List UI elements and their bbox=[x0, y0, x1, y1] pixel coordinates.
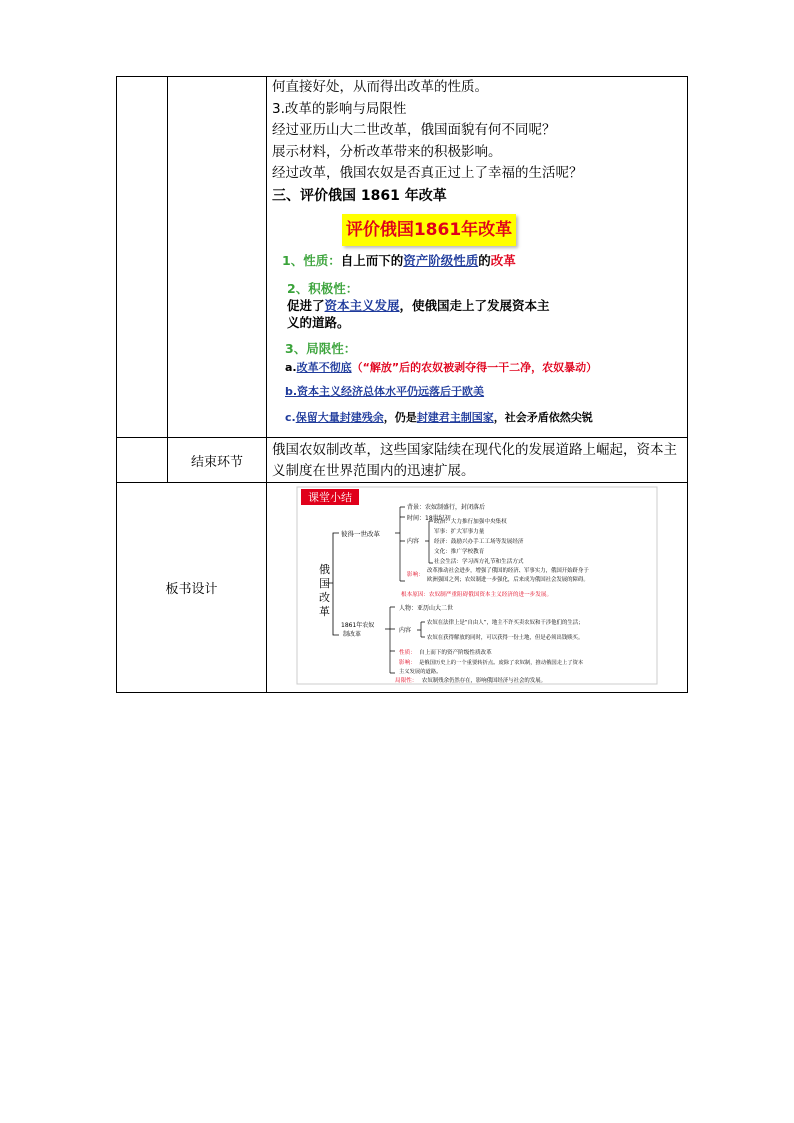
limit-c bbox=[285, 409, 593, 426]
slide-banner: 评价俄国1861年改革 bbox=[342, 214, 516, 246]
limit-text: ，社会矛盾依然尖锐 bbox=[493, 411, 593, 424]
point-label: 性质： bbox=[303, 253, 341, 268]
board-label: 板书设计 bbox=[117, 483, 267, 693]
root-cause: 根本原因：农奴制严重阻碍俄国资本主义经济的进一步发展。 bbox=[401, 592, 553, 598]
content2-item: 农奴在获得解放的同时，可以获得一份土地，但是必须出钱赎买。 bbox=[427, 635, 584, 641]
ending-label: 结束环节 bbox=[168, 438, 267, 483]
board-diagram bbox=[267, 483, 687, 692]
limit-prefix: a. bbox=[285, 361, 297, 374]
impact1-text: 改革推动社会进步，增强了俄国的经济、军事实力，俄国开始跻身于 bbox=[427, 568, 589, 574]
point-text: 的 bbox=[478, 253, 491, 268]
point-positive-line: 义的道路。 bbox=[287, 315, 350, 330]
limit-keyword: 改革不彻底 bbox=[296, 361, 352, 374]
person-text: 人物：亚历山大二世 bbox=[399, 605, 454, 612]
empty-cell bbox=[168, 77, 267, 438]
time-text: 时间：18世纪初 bbox=[407, 515, 451, 522]
point-positive-head: 2、积极性： bbox=[287, 281, 359, 296]
point-keyword: 改革 bbox=[490, 253, 516, 268]
root-char: 国 bbox=[319, 577, 330, 590]
lesson-content-cell bbox=[267, 77, 688, 438]
nature-label: 性质： bbox=[399, 650, 416, 656]
content-item: 文化：推广学校教育 bbox=[434, 549, 485, 555]
point-text: ，使俄国走上了发展资本主 bbox=[399, 298, 550, 313]
point-text: 促进了 bbox=[287, 298, 325, 313]
content-label: 内容 bbox=[407, 538, 420, 545]
branch2-label: 制改革 bbox=[343, 631, 362, 638]
text-line: 何直接好处，从而得出改革的性质。 bbox=[272, 79, 488, 95]
empty-cell bbox=[117, 77, 168, 438]
point-positive-line bbox=[287, 297, 550, 314]
board-cell bbox=[267, 483, 688, 693]
bg-text: 背景：农奴制盛行，封闭落后 bbox=[407, 504, 486, 511]
branch1-label: 彼得一世改革 bbox=[341, 530, 380, 538]
ending-cell bbox=[267, 438, 688, 483]
content2-item: 农奴在法律上是“自由人”，地主不许买卖农奴和干涉他们的生活； bbox=[427, 620, 584, 626]
nature-text: 自上而下的资产阶级性质改革 bbox=[419, 650, 492, 656]
limit-keyword: 保留大量封建残余 bbox=[295, 411, 384, 424]
impact1-label: 影响： bbox=[407, 572, 424, 578]
root-char: 革 bbox=[319, 605, 330, 618]
limit-text: 农奴制残余仍然存在，影响俄国经济与社会的发展。 bbox=[422, 678, 546, 684]
impact2-text: 主义发展的道路。 bbox=[399, 669, 442, 675]
root-char: 改 bbox=[319, 591, 330, 604]
text-line: 展示材料，分析改革带来的积极影响。 bbox=[272, 143, 502, 160]
point-text: 自上而下的 bbox=[340, 253, 404, 268]
point-keyword: 资产阶级性质 bbox=[403, 253, 479, 268]
limit-keyword: 封建君主制国家 bbox=[416, 411, 494, 424]
point-nature bbox=[282, 252, 516, 269]
slide-image bbox=[267, 207, 687, 437]
text-line: 经过亚历山大二世改革，俄国面貌有何不同呢？ bbox=[272, 122, 556, 138]
text-line: 经过改革，俄国农奴是否真正过上了幸福的生活呢？ bbox=[272, 165, 583, 181]
content-item: 经济：鼓励兴办手工工场等发展经济 bbox=[434, 539, 524, 545]
ending-text: 俄国农奴制改革，这些国家陆续在现代化的发展道路上崛起，资本主义制度在世界范围内的迅速扩展。 bbox=[272, 442, 677, 479]
limit-b: b.资本主义经济总体水平仍远落后于欧美 bbox=[285, 385, 485, 398]
content-item: 政治：大力推行加强中央集权 bbox=[434, 519, 507, 525]
limit-label: 局限性： bbox=[395, 678, 418, 684]
content-item: 社会生活：学习西方礼节和生活方式 bbox=[434, 559, 524, 565]
impact1-text: 欧洲强国之列；农奴制进一步强化，后来成为俄国社会发展的障碍。 bbox=[427, 577, 589, 583]
empty-cell bbox=[117, 438, 168, 483]
content-item: 军事：扩大军事力量 bbox=[434, 529, 485, 535]
point-limit-head: 3、局限性： bbox=[285, 341, 357, 356]
text-line: 3.改革的影响与局限性 bbox=[272, 100, 407, 117]
badge-text: 课堂小结 bbox=[308, 491, 352, 504]
point-number: 1、 bbox=[282, 253, 304, 268]
point-keyword: 资本主义发展 bbox=[324, 298, 400, 313]
impact2-label: 影响： bbox=[399, 660, 416, 666]
lesson-plan-table bbox=[116, 76, 688, 693]
limit-text: （“解放”后的农奴被剥夺得一干二净，农奴暴动） bbox=[351, 361, 598, 374]
limit-a bbox=[285, 359, 597, 376]
section-heading: 三、评价俄国 1861 年改革 bbox=[272, 187, 447, 204]
branch2-label: 1861年农奴 bbox=[341, 622, 375, 629]
board-svg bbox=[267, 483, 687, 692]
root-char: 俄 bbox=[319, 563, 330, 576]
lesson-text bbox=[267, 77, 687, 207]
impact2-text: 是俄国历史上的一个重要转折点。废除了农奴制，推动俄国走上了资本 bbox=[419, 660, 584, 666]
limit-text: ，仍是 bbox=[383, 411, 417, 424]
limit-prefix: c. bbox=[285, 411, 296, 424]
content2-label: 内容 bbox=[399, 627, 412, 634]
